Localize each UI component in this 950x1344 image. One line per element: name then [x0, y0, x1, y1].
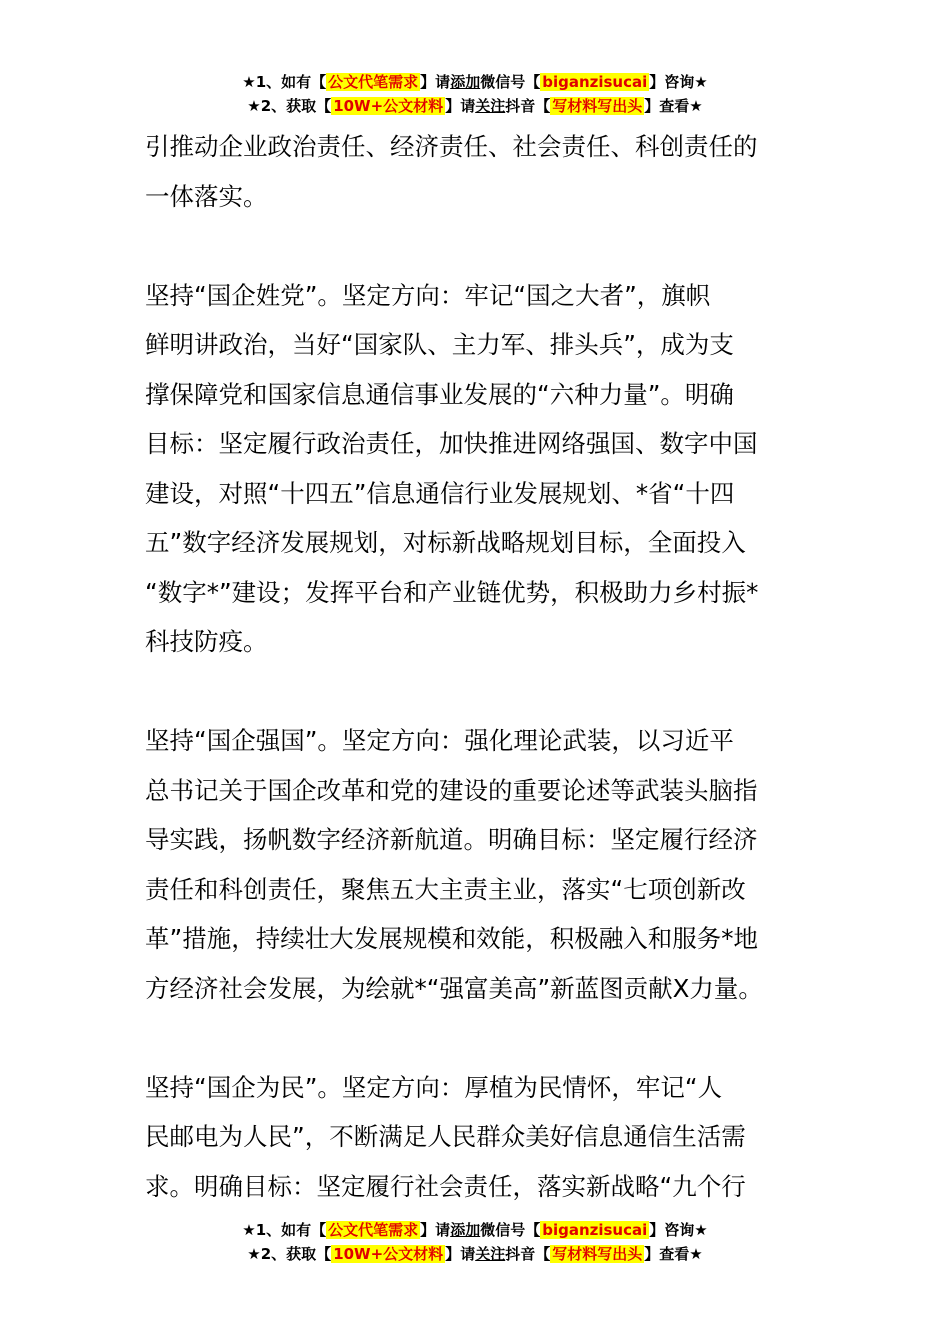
banner-text: 】请	[420, 1221, 451, 1239]
banner-line-1	[0, 1218, 950, 1242]
text-line: 革”措施，持续壮大发展规模和效能，积极融入和服务*地	[145, 924, 758, 953]
banner-text: 】请	[445, 1245, 476, 1263]
banner-text: 】请	[445, 97, 476, 115]
highlight-service: 公文代笔需求	[328, 1221, 419, 1239]
highlight-wechat-id: biganzisucai	[542, 73, 648, 91]
text-line: 民邮电为人民”，不断满足人民群众美好信息通信生活需	[145, 1122, 746, 1151]
text-line: 坚持“国企姓党”。坚定方向：牢记“国之大者”，旗帜	[145, 280, 711, 310]
document-body	[145, 122, 810, 1211]
text-line: 求。明确目标：坚定履行社会责任，落实新战略“九个行	[145, 1171, 746, 1201]
header-banner	[0, 70, 950, 118]
banner-underlined: 添加	[450, 1221, 481, 1239]
banner-text: 】咨询★	[649, 73, 708, 91]
text-line: 引推动企业政治责任、经济责任、社会责任、科创责任的	[145, 132, 758, 161]
banner-text: ★1、如有【	[242, 1221, 327, 1239]
highlight-service: 公文代笔需求	[328, 73, 419, 91]
text-line: 坚持“国企为民”。坚定方向：厚植为民情怀，牢记“人	[145, 1072, 723, 1102]
banner-underlined: 关注	[475, 1245, 506, 1263]
text-line: 方经济社会发展，为绘就*“强富美高”新蓝图贡献X力量。	[145, 973, 763, 1003]
text-line: 总书记关于国企改革和党的建设的重要论述等武装头脑指	[145, 775, 758, 805]
text-line: 撑保障党和国家信息通信事业发展的“六种力量”。明确	[145, 379, 734, 409]
highlight-douyin: 写材料写出头	[552, 97, 643, 115]
text-line: 责任和科创责任，聚焦五大主责主业，落实“七项创新改	[145, 874, 746, 904]
text-line: 坚持“国企强国”。坚定方向：强化理论武装，以习近平	[145, 726, 734, 755]
banner-line-2	[0, 94, 950, 118]
banner-underlined: 关注	[475, 97, 506, 115]
text-line: 鲜明讲政治，当好“国家队、主力军、排头兵”，成为支	[145, 330, 734, 359]
text-line: 五”数字经济发展规划，对标新战略规划目标，全面投入	[145, 528, 746, 557]
banner-text: 】查看★	[644, 97, 703, 115]
banner-text: 】查看★	[644, 1245, 703, 1263]
banner-text: ★2、获取【	[247, 97, 332, 115]
banner-text: ★1、如有【	[242, 73, 327, 91]
banner-line-2	[0, 1242, 950, 1266]
text-line: 目标：坚定履行政治责任，加快推进网络强国、数字中国	[145, 429, 758, 458]
text-line: 建设，对照“十四五”信息通信行业发展规划、*省“十四	[145, 478, 735, 508]
highlight-materials: 10W+公文材料	[333, 97, 444, 115]
highlight-materials: 10W+公文材料	[333, 1245, 444, 1263]
banner-text: ★2、获取【	[247, 1245, 332, 1263]
paragraph-gap	[145, 1013, 810, 1063]
text-line: 导实践，扬帆数字经济新航道。明确目标：坚定履行经济	[145, 825, 758, 854]
highlight-wechat-id: biganzisucai	[542, 1221, 648, 1239]
text-line: 科技防疫。	[145, 627, 268, 656]
banner-text: 抖音【	[505, 1245, 551, 1263]
banner-underlined: 添加	[450, 73, 481, 91]
paragraph-gap	[145, 221, 810, 271]
banner-text: 微信号【	[480, 73, 541, 91]
banner-text: 】请	[420, 73, 451, 91]
footer-banner	[0, 1218, 950, 1266]
text-line: 一体落实。	[145, 181, 268, 211]
paragraph-gap	[145, 667, 810, 717]
banner-text: 抖音【	[505, 97, 551, 115]
banner-text: 】咨询★	[649, 1221, 708, 1239]
banner-text: 微信号【	[480, 1221, 541, 1239]
highlight-douyin: 写材料写出头	[552, 1245, 643, 1263]
banner-line-1	[0, 70, 950, 94]
text-line: “数字*”建设；发挥平台和产业链优势，积极助力乡村振*	[145, 577, 759, 607]
